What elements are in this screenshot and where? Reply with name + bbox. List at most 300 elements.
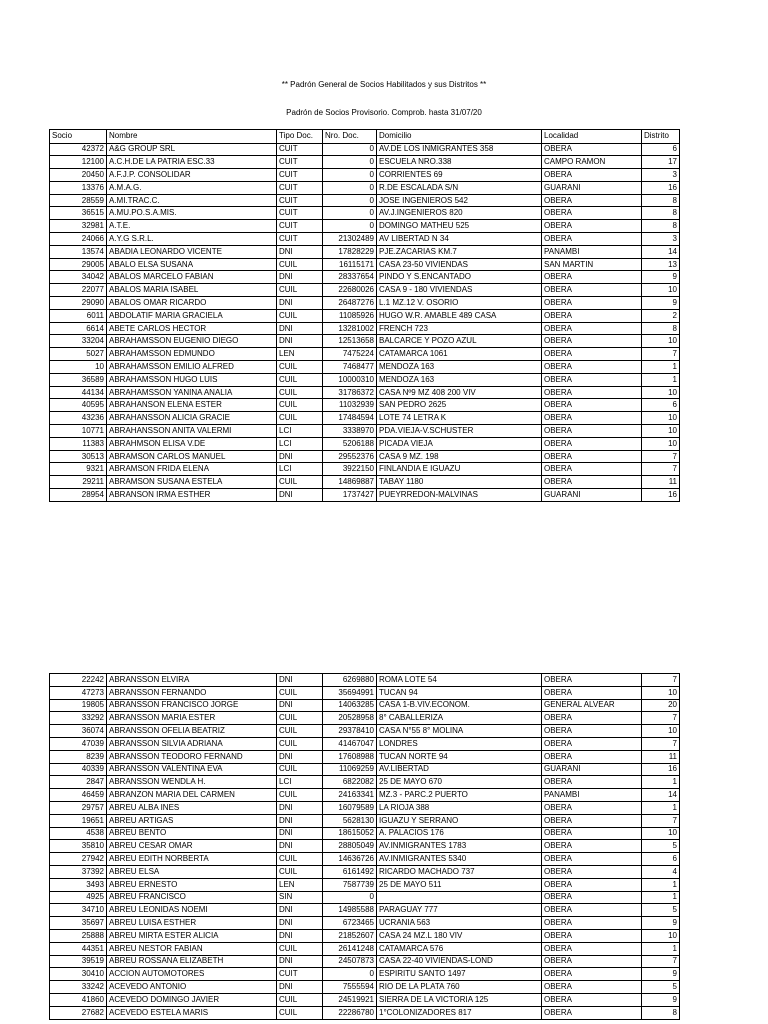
cell-socio: 36515 [50,207,107,220]
cell-socio: 25888 [50,929,107,942]
cell-nro-doc: 17828229 [323,245,377,258]
cell-domicilio: A. PALACIOS 176 [377,827,542,840]
cell-socio: 39519 [50,955,107,968]
cell-localidad: OBERA [542,463,642,476]
cell-localidad: OBERA [542,827,642,840]
cell-socio: 44351 [50,942,107,955]
cell-domicilio: JOSE INGENIEROS 542 [377,194,542,207]
cell-tipo-doc: CUIL [277,373,323,386]
cell-nombre: ABRAMSON SUSANA ESTELA [107,476,277,489]
cell-tipo-doc: DNI [277,450,323,463]
table-row [50,827,680,840]
cell-domicilio: RICARDO MACHADO 737 [377,865,542,878]
cell-localidad: PANAMBI [542,789,642,802]
cell-nro-doc: 28805049 [323,840,377,853]
members-table-2 [49,673,680,1020]
cell-domicilio: PUEYRREDON-MALVINAS [377,489,542,502]
cell-nombre: A.Y.G S.R.L. [107,233,277,246]
cell-nro-doc: 24507873 [323,955,377,968]
cell-domicilio: LA RIOJA 388 [377,801,542,814]
cell-domicilio: FRENCH 723 [377,322,542,335]
cell-domicilio: HUGO W.R. AMABLE 489 CASA [377,309,542,322]
cell-tipo-doc: DNI [277,674,323,687]
cell-distrito: 5 [642,840,680,853]
cell-distrito: 17 [642,156,680,169]
cell-nombre: ABREU LEONIDAS NOEMI [107,904,277,917]
table-row [50,891,680,904]
table-row [50,297,680,310]
cell-tipo-doc: CUIT [277,207,323,220]
cell-tipo-doc: DNI [277,297,323,310]
table-row [50,993,680,1006]
cell-localidad: OBERA [542,917,642,930]
cell-nro-doc: 0 [323,220,377,233]
cell-nro-doc: 14985588 [323,904,377,917]
table-row [50,674,680,687]
cell-socio: 27942 [50,853,107,866]
table-row [50,789,680,802]
cell-nro-doc: 1737427 [323,489,377,502]
cell-localidad: OBERA [542,194,642,207]
cell-domicilio: CATAMARCA 576 [377,942,542,955]
cell-socio: 10 [50,361,107,374]
table-row [50,750,680,763]
cell-distrito: 10 [642,686,680,699]
cell-localidad: OBERA [542,737,642,750]
cell-socio: 36074 [50,725,107,738]
cell-socio: 40595 [50,399,107,412]
cell-nro-doc: 29378410 [323,725,377,738]
cell-socio: 30513 [50,450,107,463]
table-row [50,348,680,361]
cell-distrito: 10 [642,425,680,438]
cell-distrito: 11 [642,750,680,763]
cell-tipo-doc: CUIL [277,309,323,322]
cell-distrito: 13 [642,258,680,271]
cell-localidad: OBERA [542,686,642,699]
cell-localidad: OBERA [542,712,642,725]
cell-domicilio: 25 DE MAYO 670 [377,776,542,789]
cell-socio: 36589 [50,373,107,386]
cell-nro-doc: 0 [323,169,377,182]
cell-domicilio: CASA 9 MZ. 198 [377,450,542,463]
cell-nombre: ABREU MIRTA ESTER ALICIA [107,929,277,942]
cell-localidad: OBERA [542,942,642,955]
cell-domicilio: ESPIRITU SANTO 1497 [377,968,542,981]
cell-nro-doc: 6269880 [323,674,377,687]
table-row [50,463,680,476]
cell-distrito: 9 [642,271,680,284]
cell-socio: 8239 [50,750,107,763]
table-row [50,233,680,246]
cell-nombre: ABRAHAMSSON EDMUNDO [107,348,277,361]
cell-nro-doc: 5628130 [323,814,377,827]
cell-tipo-doc: DNI [277,955,323,968]
cell-localidad: OBERA [542,220,642,233]
cell-domicilio: SAN PEDRO 2625 [377,399,542,412]
cell-socio: 47273 [50,686,107,699]
cell-nro-doc: 17484594 [323,412,377,425]
header-nombre: Nombre [107,130,277,144]
cell-localidad: SAN MARTIN [542,258,642,271]
page-subtitle: Padrón de Socios Provisorio. Comprob. hasta 31/07/20 [286,108,482,117]
cell-nro-doc: 3922150 [323,463,377,476]
cell-nro-doc: 7587739 [323,878,377,891]
cell-domicilio: SIERRA DE LA VICTORIA 125 [377,993,542,1006]
cell-nro-doc: 6822082 [323,776,377,789]
cell-tipo-doc: DNI [277,929,323,942]
cell-domicilio: FINLANDIA E IGUAZU [377,463,542,476]
cell-domicilio: L.1 MZ.12 V. OSORIO [377,297,542,310]
cell-nro-doc: 22680026 [323,284,377,297]
cell-tipo-doc: DNI [277,489,323,502]
cell-domicilio: MZ.3 - PARC.2 PUERTO [377,789,542,802]
cell-nombre: ABRANSSON SILVIA ADRIANA [107,737,277,750]
cell-socio: 34710 [50,904,107,917]
table-row [50,437,680,450]
cell-localidad: GUARANI [542,181,642,194]
cell-domicilio: IGUAZU Y SERRANO [377,814,542,827]
cell-distrito: 3 [642,233,680,246]
cell-distrito: 10 [642,284,680,297]
cell-nombre: A&G GROUP SRL [107,143,277,156]
cell-nro-doc: 12513658 [323,335,377,348]
cell-nro-doc: 0 [323,156,377,169]
cell-localidad: OBERA [542,904,642,917]
cell-distrito: 8 [642,1006,680,1019]
cell-domicilio: PJE.ZACARIAS KM.7 [377,245,542,258]
cell-nro-doc: 7468477 [323,361,377,374]
cell-nro-doc: 14636726 [323,853,377,866]
cell-nro-doc: 31786372 [323,386,377,399]
table-row [50,489,680,502]
cell-nombre: ABREU FRANCISCO [107,891,277,904]
cell-distrito: 9 [642,968,680,981]
cell-distrito: 16 [642,489,680,502]
cell-nro-doc: 26487276 [323,297,377,310]
table-body [50,674,680,1020]
cell-localidad: OBERA [542,322,642,335]
cell-socio: 13376 [50,181,107,194]
cell-nombre: ABRANSSON WENDLA H. [107,776,277,789]
table-row [50,955,680,968]
cell-nombre: ABRANSSON OFELIA BEATRIZ [107,725,277,738]
header-localidad: Localidad [542,130,642,144]
cell-socio: 6011 [50,309,107,322]
cell-tipo-doc: CUIL [277,284,323,297]
cell-tipo-doc: DNI [277,245,323,258]
cell-domicilio: 8° CABALLERIZA [377,712,542,725]
cell-domicilio: RIO DE LA PLATA 760 [377,981,542,994]
cell-tipo-doc: LCI [277,425,323,438]
cell-nombre: ABRANSSON ELVIRA [107,674,277,687]
cell-localidad: OBERA [542,335,642,348]
cell-distrito: 10 [642,827,680,840]
cell-nro-doc: 5206188 [323,437,377,450]
cell-tipo-doc: CUIT [277,156,323,169]
cell-domicilio: LOTE 74 LETRA K [377,412,542,425]
cell-distrito: 16 [642,181,680,194]
cell-localidad: OBERA [542,169,642,182]
table-row [50,686,680,699]
table-row [50,220,680,233]
cell-nro-doc: 24519921 [323,993,377,1006]
cell-tipo-doc: SIN [277,891,323,904]
cell-localidad: OBERA [542,233,642,246]
cell-domicilio: AV LIBERTAD N 34 [377,233,542,246]
cell-nro-doc: 16115171 [323,258,377,271]
cell-socio: 46459 [50,789,107,802]
cell-tipo-doc: CUIL [277,789,323,802]
cell-nombre: ABREU CESAR OMAR [107,840,277,853]
cell-nombre: ABRANSSON VALENTINA EVA [107,763,277,776]
table-row [50,322,680,335]
cell-domicilio: PINDO Y S.ENCANTADO [377,271,542,284]
table-row [50,865,680,878]
cell-domicilio: 25 DE MAYO 511 [377,878,542,891]
cell-tipo-doc: CUIL [277,712,323,725]
cell-tipo-doc: LEN [277,878,323,891]
cell-domicilio: CATAMARCA 1061 [377,348,542,361]
cell-localidad: OBERA [542,1006,642,1019]
cell-socio: 27682 [50,1006,107,1019]
cell-nro-doc: 18615052 [323,827,377,840]
cell-distrito: 10 [642,412,680,425]
cell-localidad: OBERA [542,968,642,981]
cell-distrito: 4 [642,865,680,878]
cell-distrito: 7 [642,814,680,827]
cell-distrito: 7 [642,674,680,687]
header-tipo-doc: Tipo Doc. [277,130,323,144]
cell-distrito: 5 [642,904,680,917]
table-row [50,763,680,776]
cell-tipo-doc: CUIT [277,169,323,182]
cell-distrito: 20 [642,699,680,712]
cell-socio: 37392 [50,865,107,878]
cell-socio: 24066 [50,233,107,246]
cell-domicilio: CASA 9 - 180 VIVIENDAS [377,284,542,297]
table-row [50,361,680,374]
cell-tipo-doc: LCI [277,437,323,450]
cell-socio: 19805 [50,699,107,712]
cell-nro-doc: 35694991 [323,686,377,699]
cell-domicilio: LONDRES [377,737,542,750]
cell-domicilio: AV.DE LOS INMIGRANTES 358 [377,143,542,156]
cell-domicilio: CASA 24 MZ.L 180 VIV [377,929,542,942]
cell-distrito: 14 [642,245,680,258]
cell-distrito: 10 [642,725,680,738]
table-row [50,801,680,814]
table-row [50,386,680,399]
cell-nombre: ABREU ELSA [107,865,277,878]
cell-distrito: 16 [642,763,680,776]
cell-domicilio: BALCARCE Y POZO AZUL [377,335,542,348]
cell-nro-doc: 0 [323,143,377,156]
cell-distrito: 9 [642,297,680,310]
cell-socio: 13574 [50,245,107,258]
cell-nro-doc: 14063285 [323,699,377,712]
cell-tipo-doc: CUIL [277,686,323,699]
cell-localidad: OBERA [542,361,642,374]
cell-tipo-doc: CUIL [277,258,323,271]
cell-nombre: ABREU ALBA INES [107,801,277,814]
cell-distrito: 7 [642,955,680,968]
cell-socio: 42372 [50,143,107,156]
cell-domicilio: PDA.VIEJA-V.SCHUSTER [377,425,542,438]
cell-socio: 44134 [50,386,107,399]
cell-localidad: OBERA [542,348,642,361]
cell-nombre: ABRAMSON CARLOS MANUEL [107,450,277,463]
cell-domicilio: AV.INMIGRANTES 1783 [377,840,542,853]
cell-domicilio: MENDOZA 163 [377,361,542,374]
cell-domicilio: CASA 23-50 VIVIENDAS [377,258,542,271]
table-row [50,968,680,981]
cell-nombre: A.MU.PO.S.A.MIS. [107,207,277,220]
cell-socio: 9321 [50,463,107,476]
cell-localidad: OBERA [542,425,642,438]
cell-nombre: A.F.J.P. CONSOLIDAR [107,169,277,182]
cell-nombre: ABALOS MARIA ISABEL [107,284,277,297]
cell-localidad: OBERA [542,725,642,738]
cell-domicilio: CORRIENTES 69 [377,169,542,182]
cell-nombre: ABREU LUISA ESTHER [107,917,277,930]
cell-distrito: 1 [642,891,680,904]
cell-socio: 29757 [50,801,107,814]
cell-localidad: OBERA [542,878,642,891]
cell-nro-doc: 6723465 [323,917,377,930]
table-row [50,143,680,156]
header-domicilio: Domicilio [377,130,542,144]
table-row [50,904,680,917]
cell-localidad: OBERA [542,284,642,297]
cell-domicilio: R.DE ESCALADA S/N [377,181,542,194]
cell-localidad: OBERA [542,674,642,687]
cell-nombre: A.M.A.G. [107,181,277,194]
cell-nombre: ABREU BENTO [107,827,277,840]
cell-nombre: ABDOLATIF MARIA GRACIELA [107,309,277,322]
cell-tipo-doc: CUIT [277,194,323,207]
cell-socio: 4925 [50,891,107,904]
cell-localidad: OBERA [542,981,642,994]
cell-socio: 30410 [50,968,107,981]
cell-nro-doc: 11032939 [323,399,377,412]
cell-distrito: 7 [642,463,680,476]
table-header [50,130,680,144]
cell-domicilio: CASA 1-B.VIV.ECONOM. [377,699,542,712]
cell-distrito: 9 [642,917,680,930]
cell-distrito: 1 [642,942,680,955]
cell-nombre: ABRAHMSON ELISA V.DE [107,437,277,450]
header-distrito: Distrito [642,130,680,144]
table-row [50,981,680,994]
cell-nombre: ABRAHANSON ELENA ESTER [107,399,277,412]
cell-domicilio: CASA N°55 8° MOLINA [377,725,542,738]
cell-nro-doc: 22286780 [323,1006,377,1019]
cell-socio: 28559 [50,194,107,207]
cell-localidad: OBERA [542,814,642,827]
cell-distrito: 8 [642,194,680,207]
cell-tipo-doc: LEN [277,348,323,361]
cell-localidad: GENERAL ALVEAR [542,699,642,712]
cell-nro-doc: 6161492 [323,865,377,878]
cell-distrito: 1 [642,878,680,891]
table-row [50,929,680,942]
table-row [50,156,680,169]
cell-tipo-doc: DNI [277,699,323,712]
cell-domicilio: DOMINGO MATHEU 525 [377,220,542,233]
cell-distrito: 10 [642,386,680,399]
table-row [50,169,680,182]
cell-tipo-doc: DNI [277,814,323,827]
cell-tipo-doc: CUIL [277,853,323,866]
cell-distrito: 7 [642,737,680,750]
cell-socio: 32981 [50,220,107,233]
cell-nro-doc: 21852607 [323,929,377,942]
table-row [50,737,680,750]
cell-tipo-doc: DNI [277,322,323,335]
cell-socio: 10771 [50,425,107,438]
cell-tipo-doc: LCI [277,776,323,789]
cell-nro-doc: 20528958 [323,712,377,725]
cell-nombre: ABRAHAMSSON EMILIO ALFRED [107,361,277,374]
table-row [50,207,680,220]
header-nro-doc: Nro. Doc. [323,130,377,144]
cell-socio: 35697 [50,917,107,930]
cell-socio: 6614 [50,322,107,335]
table-row [50,699,680,712]
table-row [50,712,680,725]
cell-distrito: 14 [642,789,680,802]
cell-socio: 4538 [50,827,107,840]
cell-distrito: 3 [642,169,680,182]
cell-localidad: PANAMBI [542,245,642,258]
cell-domicilio: PARAGUAY 777 [377,904,542,917]
table-body [50,143,680,501]
cell-nombre: A.C.H.DE LA PATRIA ESC.33 [107,156,277,169]
cell-socio: 33292 [50,712,107,725]
cell-nombre: ABRANSSON TEODORO FERNAND [107,750,277,763]
cell-localidad: OBERA [542,399,642,412]
cell-nombre: ABRAHAMSSON EUGENIO DIEGO [107,335,277,348]
cell-tipo-doc: CUIL [277,399,323,412]
cell-localidad: OBERA [542,297,642,310]
cell-localidad: GUARANI [542,489,642,502]
cell-localidad: OBERA [542,207,642,220]
cell-localidad: OBERA [542,309,642,322]
cell-socio: 29090 [50,297,107,310]
cell-localidad: OBERA [542,412,642,425]
cell-tipo-doc: DNI [277,840,323,853]
cell-domicilio: TUCAN NORTE 94 [377,750,542,763]
cell-domicilio: MENDOZA 163 [377,373,542,386]
cell-nombre: ABRANSSON FRANCISCO JORGE [107,699,277,712]
cell-domicilio: UCRANIA 563 [377,917,542,930]
cell-nombre: ABRAHAMSSON YANINA ANALIA [107,386,277,399]
cell-distrito: 8 [642,220,680,233]
cell-domicilio: ESCUELA NRO.338 [377,156,542,169]
cell-nombre: ABETE CARLOS HECTOR [107,322,277,335]
cell-distrito: 6 [642,399,680,412]
table-row [50,814,680,827]
cell-tipo-doc: DNI [277,801,323,814]
cell-nombre: ABREU ARTIGAS [107,814,277,827]
cell-distrito: 2 [642,309,680,322]
header-socio: Socio [50,130,107,144]
cell-nombre: ACEVEDO DOMINGO JAVIER [107,993,277,1006]
cell-nro-doc: 7555594 [323,981,377,994]
cell-localidad: OBERA [542,271,642,284]
cell-nro-doc: 41467047 [323,737,377,750]
